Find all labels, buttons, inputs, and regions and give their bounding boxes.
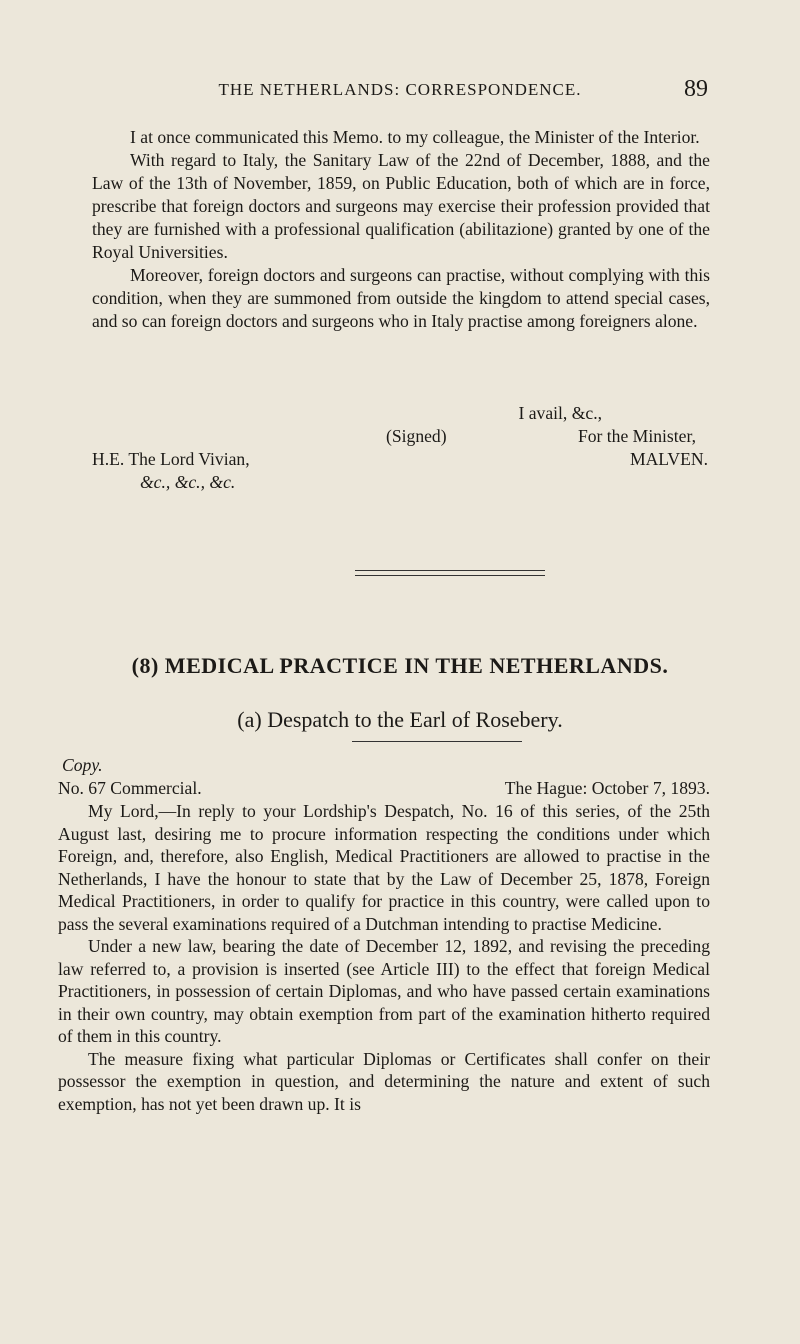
despatch-copy-line: [58, 754, 710, 777]
running-head: [0, 76, 800, 110]
memo-paragraph-3: Moreover, foreign doctors and surgeons can practise, without complying with this condition, when they are summoned from outside the kingdom to attend special cases, and so can foreign doctors and surgeons who in Italy practise among foreigners alone.: [92, 265, 710, 331]
copy-label: Copy.: [62, 755, 103, 775]
memo-paragraph-1: I at once communicated this Memo. to my colleague, the Minister of the Interior.: [130, 127, 700, 147]
addressee: H.E. The Lord Vivian,: [92, 449, 250, 469]
place-date: The Hague: October 7, 1893.: [504, 778, 710, 798]
memo-paragraph-2: With regard to Italy, the Sanitary Law of the 22nd of December, 1888, and the Law of the 13th of November, 1859, on Public Education, both of which are in force, prescribe that foreign doctors and surgeons may exercise their profession provided that they are furnished with a professional qualification (abilitazione) granted by one of the Royal Universities.: [92, 150, 710, 262]
section-subheading: (a) Despatch to the Earl of Rosebery.: [237, 707, 563, 732]
signed-note: (Signed): [386, 426, 447, 446]
signer-name: MALVEN.: [629, 449, 708, 469]
despatch-paragraph-2: Under a new law, bearing the date of December 12, 1892, and revising the preceding law referred to, a provision is inserted (see Article III) to the effect that foreign Medical Practitioners, in possession of certain Diplomas, and who have passed certain examinations in their own country, may obtain exemption from part of the examination hitherto required of them in this country.: [58, 936, 710, 1046]
memo-text: [92, 126, 710, 333]
etc-text: &c., &c., &c.: [140, 472, 236, 492]
despatch-paragraph-3: The measure fixing what particular Diplomas or Certificates shall confer on their possessor the exemption in question, and determining the nature and extent of such exemption, has not yet been drawn up. It is: [58, 1048, 710, 1114]
despatch-paragraph-1: My Lord,—In reply to your Lordship's Despatch, No. 16 of this series, of the 25th August last, desiring me to procure information respecting the conditions under which Foreign, and, therefore, also English, Medical Practitioners are allowed to practise in the Netherlands, I have the honour to state that by the Law of December 25, 1878, Foreign Medical Practitioners, in order to qualify for practice in this country, were called upon to pass the several examinations required of a Dutchman intending to practise Medicine.: [58, 801, 710, 934]
despatch-body: [58, 800, 710, 1115]
despatch-number-line: [58, 777, 710, 800]
closing-avail: I avail, &c.,: [518, 403, 602, 423]
section-heading: (8) MEDICAL PRACTICE IN THE NETHERLANDS.: [131, 653, 669, 678]
running-title: THE NETHERLANDS: CORRESPONDENCE.: [218, 80, 582, 99]
despatch-number: No. 67 Commercial.: [58, 778, 202, 798]
section-divider: [355, 570, 545, 580]
page-number: 89: [684, 76, 708, 102]
subheading-rule: [352, 741, 522, 742]
for-minister: For the Minister,: [577, 426, 696, 446]
